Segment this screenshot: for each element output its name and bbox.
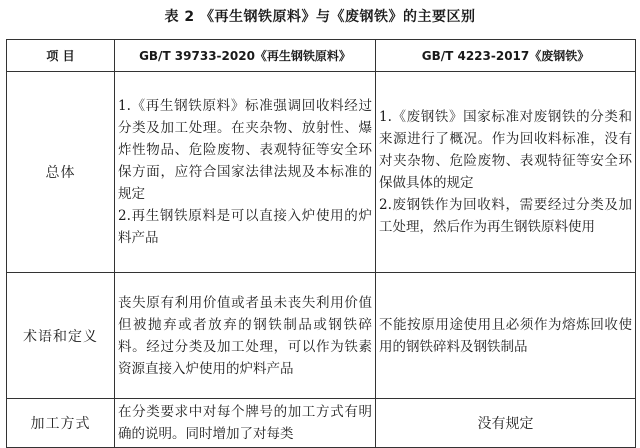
terms-col-b: 不能按原用途使用且必须作为熔炼回收使用的钢铁碎料及钢铁制品: [376, 273, 636, 399]
header-row: [7, 40, 636, 72]
overall-col-b: [376, 72, 636, 273]
table-row: [7, 399, 636, 448]
row-label-processing: 加工方式: [7, 399, 115, 448]
row-label-overall: 总体: [7, 72, 115, 273]
overall-col-a-point-2: 2.再生钢铁原料是可以直接入炉使用的炉料产品: [118, 208, 372, 246]
comparison-table: [6, 39, 636, 448]
processing-col-b: 没有规定: [376, 399, 636, 448]
row-label-terms: 术语和定义: [7, 273, 115, 399]
overall-col-b-point-1: 1.《废钢铁》国家标准对废钢铁的分类和来源进行了概况。作为回收料标准，没有对夹杂物、危险废物、表观特征等安全环保做具体的规定: [379, 109, 632, 191]
processing-col-a: [115, 399, 376, 448]
table-row: [7, 72, 636, 273]
terms-col-a: 丧失原有利用价值或者虽未丧失利用价值但被抛弃或者放弃的钢铁制品或钢铁碎料。经过分类及加工处理，可以作为铁素资源直接入炉使用的炉料产品: [115, 273, 376, 399]
header-item: 项 目: [7, 40, 115, 72]
header-col-b: GB/T 4223-2017《废钢铁》: [376, 40, 636, 72]
processing-col-a-text: 在分类要求中对每个牌号的加工方式有明确的说明。同时增加了对每类: [118, 404, 372, 442]
overall-col-b-point-2: 2.废钢铁作为回收料，需要经过分类及加工处理，然后作为再生钢铁原料使用: [379, 197, 632, 235]
table-row: [7, 273, 636, 399]
header-col-a: GB/T 39733-2020《再生钢铁原料》: [115, 40, 376, 72]
overall-col-a-point-1: 1.《再生钢铁原料》标准强调回收料经过分类及加工处理。在夹杂物、放射性、爆炸性物品、危险废物、表观特征等安全环保方面，应符合国家法律法规及本标准的规定: [118, 98, 372, 202]
table-caption: 表 2 《再生钢铁原料》与《废钢铁》的主要区别: [164, 9, 476, 25]
overall-col-a: [115, 72, 376, 273]
